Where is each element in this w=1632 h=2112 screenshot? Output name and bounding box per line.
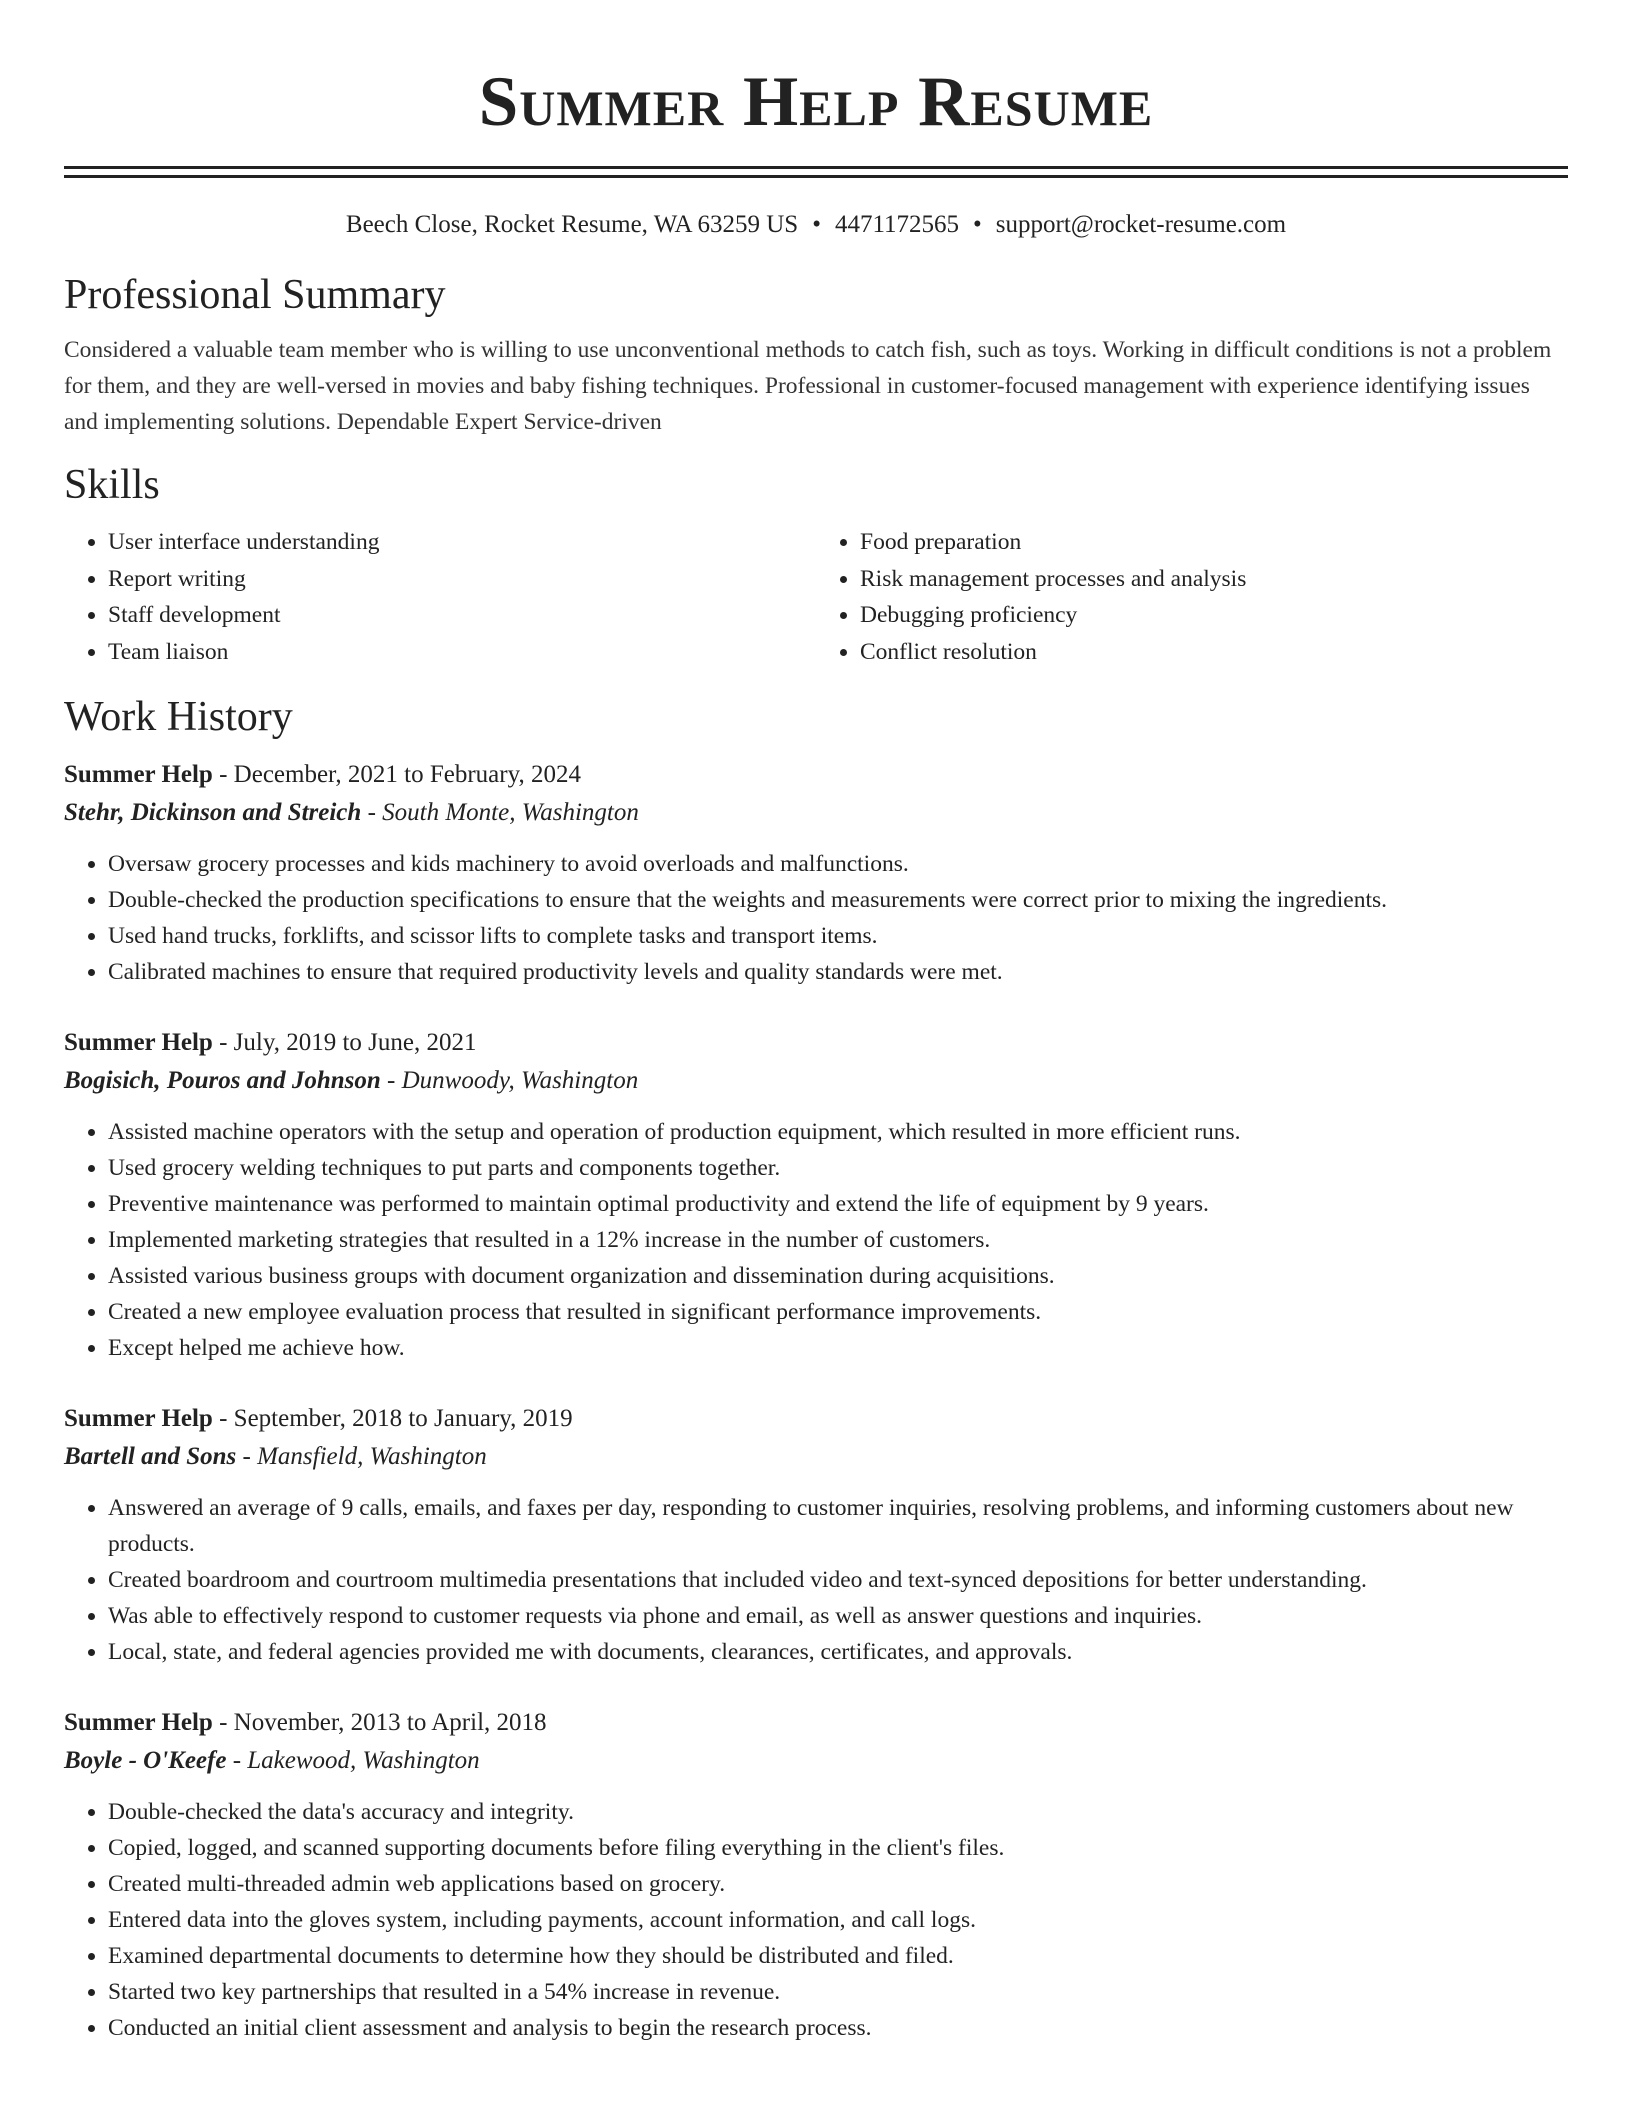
job-dates: - November, 2013 to April, 2018 xyxy=(212,1709,547,1736)
job-bullet: • Examined departmental documents to determine how they should be distributed and filed. xyxy=(108,1938,1568,1974)
job-bullet: • Started two key partnerships that resulted in a 54% increase in revenue. xyxy=(108,1974,1568,2010)
job-title: Summer Help xyxy=(64,1405,213,1432)
job-bullet: • Created multi-threaded admin web applications based on grocery. xyxy=(108,1866,1568,1902)
skill-item: • Risk management processes and analysis xyxy=(860,561,1568,598)
skill-item: • Food preparation xyxy=(860,524,1568,561)
job-bullet-list xyxy=(64,1794,1568,2046)
job-title-line xyxy=(64,1704,1568,1742)
job-spacer xyxy=(64,990,1568,1024)
contact-separator: • xyxy=(812,211,821,238)
job-entry xyxy=(64,756,1568,990)
skills-grid xyxy=(64,524,1568,670)
job-bullet: • Oversaw grocery processes and kids machinery to avoid overloads and malfunctions. xyxy=(108,846,1568,882)
job-company-line xyxy=(64,1742,1568,1780)
skills-list-right xyxy=(816,524,1568,670)
contact-address: Beech Close, Rocket Resume, WA 63259 US xyxy=(345,211,799,238)
job-bullet-list xyxy=(64,1490,1568,1670)
company-name: Bogisich, Pouros and Johnson xyxy=(64,1067,381,1094)
summary-heading: Professional Summary xyxy=(64,272,446,318)
job-bullet: • Assisted machine operators with the setup and operation of production equipment, which resulted in more efficient runs. xyxy=(108,1114,1568,1150)
job-company-line xyxy=(64,1062,1568,1100)
job-bullet: • Answered an average of 9 calls, emails, and faxes per day, responding to customer inquiries, resolving problems, and informing customers about new products. xyxy=(108,1490,1568,1562)
job-title: Summer Help xyxy=(64,1029,213,1056)
job-spacer xyxy=(64,1366,1568,1400)
company-location: - Mansfield, Washington xyxy=(236,1443,487,1470)
skills-heading: Skills xyxy=(64,462,160,508)
title-divider-top xyxy=(64,166,1568,169)
job-bullet: • Entered data into the gloves system, including payments, account information, and call logs. xyxy=(108,1902,1568,1938)
job-bullet: • Local, state, and federal agencies provided me with documents, clearances, certificates, and approvals. xyxy=(108,1634,1568,1670)
job-dates: - September, 2018 to January, 2019 xyxy=(212,1405,573,1432)
skill-item: • Conflict resolution xyxy=(860,634,1568,671)
job-entry xyxy=(64,1400,1568,1670)
job-bullet: • Created boardroom and courtroom multimedia presentations that included video and text-synced depositions for better understanding. xyxy=(108,1562,1568,1598)
skills-list-left xyxy=(64,524,816,670)
skill-item: • Debugging proficiency xyxy=(860,597,1568,634)
job-dates: - December, 2021 to February, 2024 xyxy=(212,761,581,788)
job-spacer xyxy=(64,1670,1568,1704)
job-title-line xyxy=(64,1400,1568,1438)
job-bullet: • Conducted an initial client assessment and analysis to begin the research process. xyxy=(108,2010,1568,2046)
company-name: Boyle - O'Keefe xyxy=(64,1747,227,1774)
job-bullet: • Used grocery welding techniques to put parts and components together. xyxy=(108,1150,1568,1186)
contact-email: support@rocket-resume.com xyxy=(995,211,1287,238)
job-entry xyxy=(64,1024,1568,1366)
job-bullet: • Implemented marketing strategies that resulted in a 12% increase in the number of customers. xyxy=(108,1222,1568,1258)
company-name: Stehr, Dickinson and Streich xyxy=(64,799,362,826)
job-bullet-list xyxy=(64,846,1568,990)
skill-item: • Report writing xyxy=(108,561,816,598)
job-bullet: • Except helped me achieve how. xyxy=(108,1330,1568,1366)
skill-item: • User interface understanding xyxy=(108,524,816,561)
summary-text: Considered a valuable team member who is willing to use unconventional methods to catch fish, such as toys. Working in difficult conditions is not a problem for them, and they are well-versed in movies and baby fishing techniques. Professional in customer-focused management with experience identifying issues and implementing solutions. Dependable Expert Service-driven xyxy=(64,337,1552,435)
job-bullet: • Was able to effectively respond to customer requests via phone and email, as well as answer questions and inquiries. xyxy=(108,1598,1568,1634)
job-bullet: • Copied, logged, and scanned supporting documents before filing everything in the client's files. xyxy=(108,1830,1568,1866)
contact-phone: 4471172565 xyxy=(834,211,960,238)
job-entry xyxy=(64,1704,1568,2046)
job-bullet: • Assisted various business groups with document organization and dissemination during acquisitions. xyxy=(108,1258,1568,1294)
work-history-heading: Work History xyxy=(64,694,293,740)
job-bullet: • Double-checked the data's accuracy and integrity. xyxy=(108,1794,1568,1830)
job-company-line xyxy=(64,1438,1568,1476)
job-bullet: • Created a new employee evaluation process that resulted in significant performance improvements. xyxy=(108,1294,1568,1330)
skill-item: • Team liaison xyxy=(108,634,816,671)
contact-line xyxy=(64,208,1568,242)
job-title: Summer Help xyxy=(64,761,213,788)
skill-item: • Staff development xyxy=(108,597,816,634)
title-divider-bottom xyxy=(64,175,1568,178)
company-location: - Lakewood, Washington xyxy=(226,1747,480,1774)
job-dates: - July, 2019 to June, 2021 xyxy=(212,1029,477,1056)
job-title-line xyxy=(64,756,1568,794)
resume-title: Summer Help Resume xyxy=(478,63,1154,141)
company-name: Bartell and Sons xyxy=(64,1443,237,1470)
company-location: - South Monte, Washington xyxy=(361,799,639,826)
job-title: Summer Help xyxy=(64,1709,213,1736)
job-bullet: • Calibrated machines to ensure that required productivity levels and quality standards were met. xyxy=(108,954,1568,990)
job-bullet: • Used hand trucks, forklifts, and scissor lifts to complete tasks and transport items. xyxy=(108,918,1568,954)
job-bullet: • Double-checked the production specifications to ensure that the weights and measurements were correct prior to mixing the ingredients. xyxy=(108,882,1568,918)
job-bullet: • Preventive maintenance was performed to maintain optimal productivity and extend the life of equipment by 9 years. xyxy=(108,1186,1568,1222)
job-company-line xyxy=(64,794,1568,832)
job-title-line xyxy=(64,1024,1568,1062)
resume-page xyxy=(64,0,1568,2046)
contact-separator: • xyxy=(973,211,982,238)
company-location: - Dunwoody, Washington xyxy=(380,1067,639,1094)
job-bullet-list xyxy=(64,1114,1568,1366)
